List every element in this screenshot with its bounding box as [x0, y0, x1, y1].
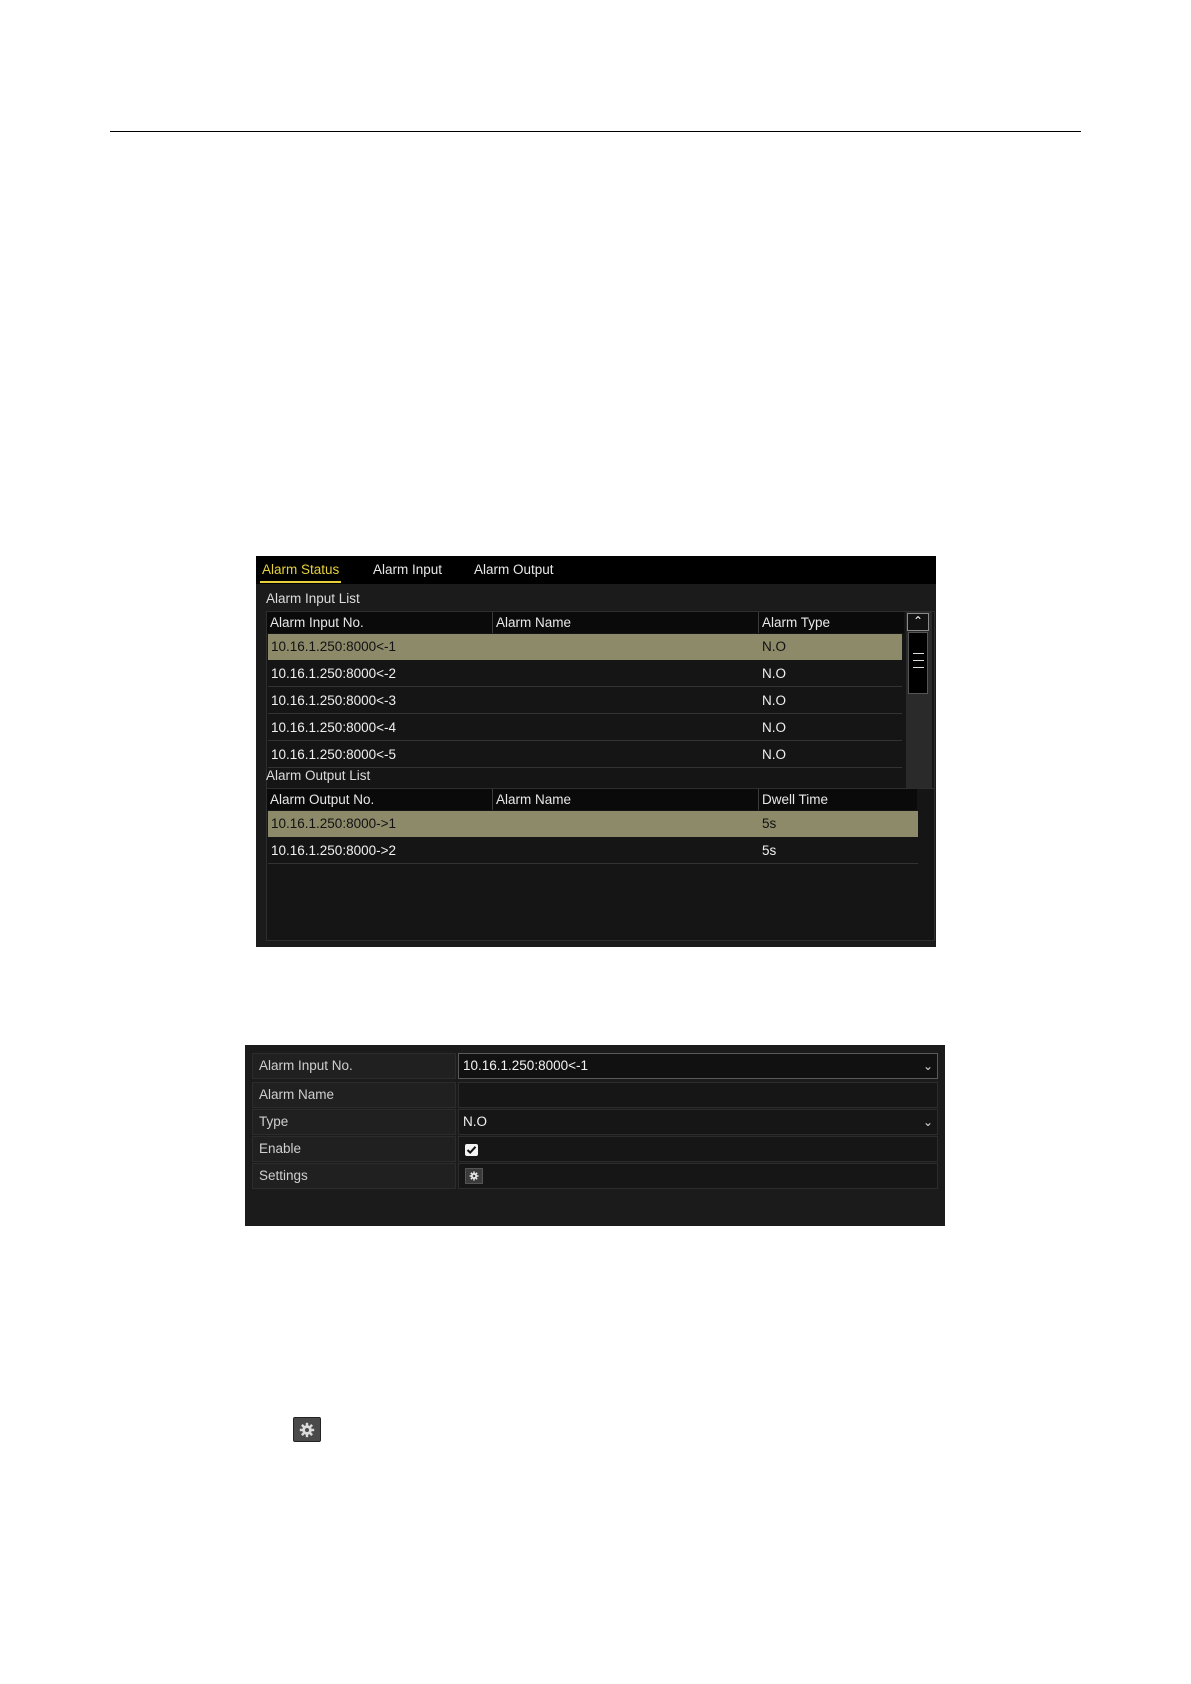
alarm-type-cell: N.O	[762, 666, 787, 681]
alarm-input-table-header	[267, 612, 904, 633]
alarm-input-no-cell: 10.16.1.250:8000<-2	[271, 666, 396, 681]
alarm-input-no-cell: 10.16.1.250:8000<-5	[271, 747, 396, 762]
alarm-status-screenshot	[256, 556, 936, 947]
table-row[interactable]	[268, 634, 902, 660]
checkmark-icon	[466, 1145, 477, 1155]
gear-icon	[293, 1417, 321, 1442]
column-header-alarm-name[interactable]: Alarm Name	[492, 789, 758, 810]
alarm-output-list-title: Alarm Output List	[266, 768, 371, 783]
table-row[interactable]	[268, 838, 918, 864]
table-row[interactable]	[268, 661, 902, 687]
field-label: Alarm Name	[252, 1082, 456, 1108]
alarm-input-scrollbar[interactable]	[906, 612, 932, 810]
field-label: Alarm Input No.	[252, 1053, 456, 1079]
type-select[interactable]	[458, 1109, 938, 1135]
dwell-time-cell: 5s	[762, 816, 777, 831]
settings-cell	[458, 1163, 938, 1189]
tab-alarm-input[interactable]: Alarm Input	[373, 562, 443, 577]
gear-icon	[299, 1422, 315, 1438]
alarm-input-settings-screenshot	[245, 1045, 945, 1226]
alarm-input-no-cell: 10.16.1.250:8000<-4	[271, 720, 396, 735]
field-alarm-input-no	[252, 1053, 938, 1080]
alarm-type-cell: N.O	[762, 720, 787, 735]
type-value: N.O	[463, 1114, 488, 1129]
enable-checkbox[interactable]	[465, 1144, 478, 1156]
table-row[interactable]	[268, 742, 902, 768]
enable-cell	[458, 1136, 938, 1162]
alarm-input-no-cell: 10.16.1.250:8000<-1	[271, 639, 396, 654]
gear-icon	[469, 1171, 479, 1181]
page-header-rule	[110, 131, 1081, 132]
tab-alarm-status[interactable]: Alarm Status	[262, 562, 340, 577]
field-label: Enable	[252, 1136, 456, 1162]
chevron-down-icon: ⌄	[922, 1059, 933, 1073]
table-row[interactable]	[268, 688, 902, 714]
alarm-output-table	[266, 788, 935, 941]
alarm-input-no-value: 10.16.1.250:8000<-1	[463, 1058, 588, 1073]
settings-button[interactable]	[465, 1168, 483, 1184]
dwell-time-cell: 5s	[762, 843, 777, 858]
column-header-alarm-type[interactable]: Alarm Type	[758, 612, 904, 633]
alarm-type-cell: N.O	[762, 639, 787, 654]
alarm-input-no-cell: 10.16.1.250:8000<-3	[271, 693, 396, 708]
alarm-output-table-header	[267, 789, 917, 810]
column-header-alarm-output-no[interactable]: Alarm Output No.	[270, 792, 375, 807]
alarm-name-input[interactable]	[458, 1082, 938, 1108]
tab-bar	[256, 556, 936, 584]
field-enable	[252, 1136, 938, 1163]
field-alarm-name	[252, 1082, 938, 1109]
column-header-dwell-time[interactable]: Dwell Time	[758, 789, 917, 810]
field-settings	[252, 1163, 938, 1190]
field-type	[252, 1109, 938, 1136]
tab-alarm-output[interactable]: Alarm Output	[474, 562, 554, 577]
alarm-input-list-title: Alarm Input List	[266, 591, 360, 606]
alarm-input-rows	[267, 634, 904, 810]
chevron-down-icon: ⌄	[922, 1115, 933, 1129]
chevron-up-icon[interactable]: ⌃	[907, 613, 929, 631]
alarm-output-no-cell: 10.16.1.250:8000->1	[271, 816, 396, 831]
table-row[interactable]	[268, 715, 902, 741]
field-label: Settings	[252, 1163, 456, 1189]
alarm-output-no-cell: 10.16.1.250:8000->2	[271, 843, 396, 858]
field-label: Type	[252, 1109, 456, 1135]
column-header-alarm-input-no[interactable]: Alarm Input No.	[270, 615, 364, 630]
column-header-alarm-name[interactable]: Alarm Name	[492, 612, 758, 633]
alarm-input-no-select[interactable]	[458, 1053, 938, 1079]
alarm-type-cell: N.O	[762, 693, 787, 708]
scrollbar-thumb[interactable]	[908, 632, 928, 694]
alarm-type-cell: N.O	[762, 747, 787, 762]
table-row[interactable]	[268, 811, 918, 837]
